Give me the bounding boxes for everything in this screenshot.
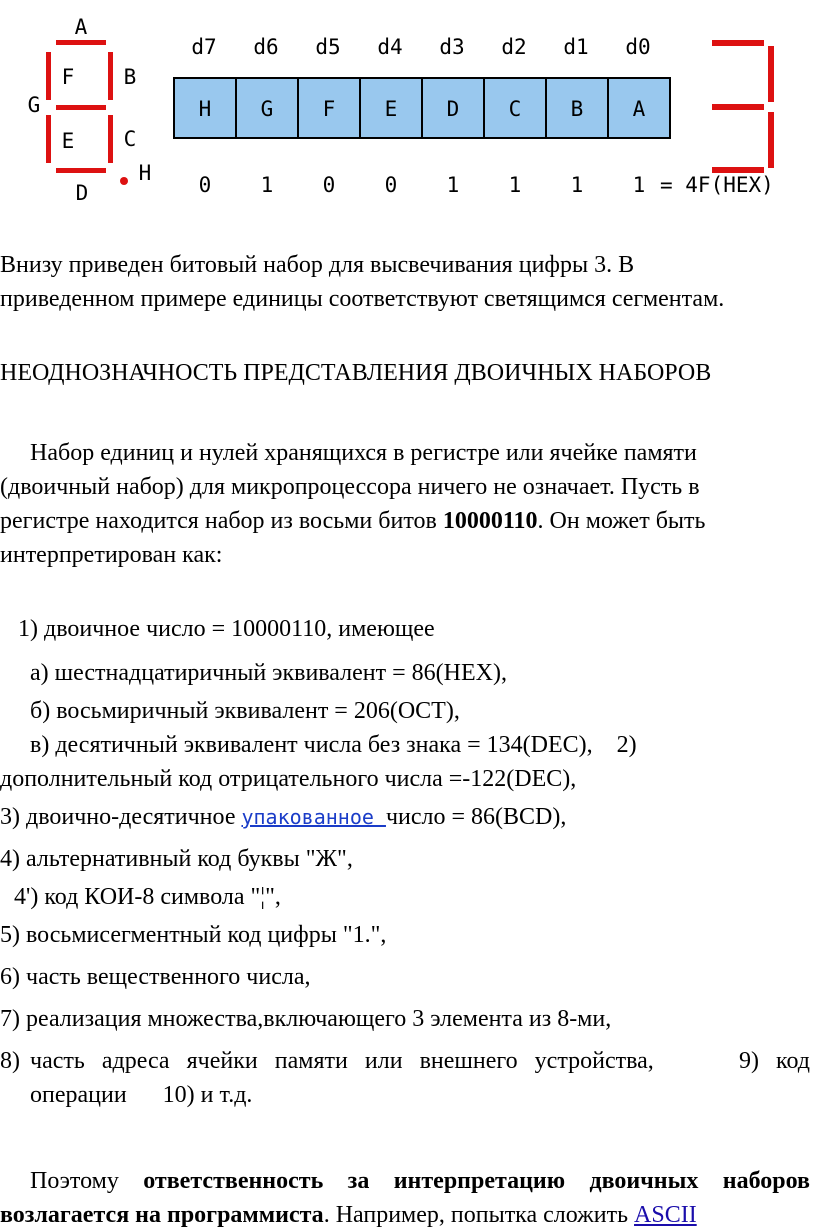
segment-c (108, 115, 113, 163)
bit-value: 1 (446, 173, 460, 197)
bit-headers (191, 35, 650, 59)
bit-header: d2 (501, 35, 527, 59)
list-item: 4) альтернативный код буквы "Ж", (0, 846, 353, 872)
list-text: операции 10) и т.д. (30, 1082, 253, 1108)
list-item: б) восьмиричный эквивалент = 206(OCT), (30, 698, 460, 724)
paragraph-line: интерпретирован как: (0, 542, 223, 568)
segment-b (108, 52, 113, 100)
segment-g (712, 104, 764, 110)
cell-label: F (322, 97, 336, 121)
cell-label: B (570, 97, 584, 121)
label-c: C (123, 127, 137, 151)
paragraph-line: регистре находится набор из восьми битов 10000110. Он может быть (0, 508, 706, 534)
segment-a (712, 40, 764, 46)
list-item: 5) восьмисегментный код цифры "1.", (0, 922, 387, 948)
segment-a (56, 40, 106, 45)
bit-value: 1 (260, 173, 274, 197)
list-item: 3) двоично-десятичное упакованное число = 86(BCD), (0, 804, 567, 830)
list-item: 7) реализация множества,включающего 3 элемента из 8-ми, (0, 1006, 612, 1032)
bit-value: 1 (570, 173, 584, 197)
paragraph-line: (двоичный набор) для микропроцессора ничего не означает. Пусть в (0, 474, 700, 500)
label-h: H (138, 161, 152, 185)
intro-line: приведенном примере единицы соответствуют светящимся сегментам. (0, 286, 725, 312)
bit-header: d5 (315, 35, 341, 59)
segment-b (768, 46, 774, 102)
bit-value: 1 (632, 173, 646, 197)
bit-value: 0 (198, 173, 212, 197)
segment-d (56, 168, 106, 173)
label-b: B (123, 65, 137, 89)
list-item (0, 1044, 810, 1112)
bit-header: d3 (439, 35, 465, 59)
bit-header: d7 (191, 35, 217, 59)
list-item: 6) часть вещественного числа, (0, 964, 311, 990)
label-e: E (61, 129, 75, 153)
packed-link[interactable]: упакованное (241, 805, 386, 829)
hex-result: = 4F(HEX) (660, 173, 774, 197)
paragraph-line: Набор единиц и нулей хранящихся в регистре или ячейке памяти (30, 440, 697, 466)
list-item: 1) двоичное число = 10000110, имеющее (18, 616, 435, 642)
seven-segment-diagram (0, 0, 816, 215)
bit-value: 1 (508, 173, 522, 197)
cell-label: A (632, 97, 646, 121)
label-d: D (75, 181, 89, 205)
label-a: A (74, 15, 88, 39)
cell-label: H (198, 97, 212, 121)
list-item: 4') код КОИ-8 символа "¦", (14, 884, 281, 910)
segment-h-dot (120, 177, 128, 185)
intro-line: Внизу приведен битовый набор для высвечивания цифры 3. В (0, 252, 635, 278)
document-body (0, 248, 810, 1232)
label-f: F (61, 65, 75, 89)
digit-three-display (712, 40, 774, 173)
cell-label: C (508, 97, 522, 121)
bit-value: 0 (322, 173, 336, 197)
bit-pattern: 10000110 (442, 508, 538, 534)
register-cells (174, 78, 670, 138)
bit-header: d0 (625, 35, 651, 59)
list-item: а) шестнадцатиричный эквивалент = 86(HEX), (30, 660, 507, 686)
segment-c (768, 112, 774, 168)
ascii-link[interactable]: ASCII (634, 1202, 697, 1228)
segment-d (712, 167, 764, 173)
segment-display-left (28, 15, 152, 205)
bit-value: 0 (384, 173, 398, 197)
cell-label: D (446, 97, 460, 121)
bit-values (199, 173, 774, 197)
list-number: 8) (0, 1048, 20, 1074)
cell-label: G (260, 97, 274, 121)
list-item: в) десятичный эквивалент числа без знака = 134(DEC), 2) (30, 732, 637, 758)
bit-header: d1 (563, 35, 589, 59)
final-line: возлагается на программиста. Например, попытка сложить ASCII (0, 1202, 697, 1228)
segment-f (46, 52, 51, 100)
bit-header: d6 (253, 35, 279, 59)
cell-label: E (384, 97, 398, 121)
list-text: часть адреса ячейки памяти или внешнего устройства, 9) код (30, 1048, 810, 1074)
segment-e (46, 115, 51, 163)
label-g: G (27, 93, 41, 117)
final-line: Поэтому ответственность за интерпретацию двоичных наборов (30, 1168, 810, 1194)
bit-header: d4 (377, 35, 403, 59)
section-heading: НЕОДНОЗНАЧНОСТЬ ПРЕДСТАВЛЕНИЯ ДВОИЧНЫХ НАБОРОВ (0, 360, 712, 386)
segment-g (56, 105, 106, 110)
list-item: дополнительный код отрицательного числа =-122(DEC), (0, 766, 577, 792)
